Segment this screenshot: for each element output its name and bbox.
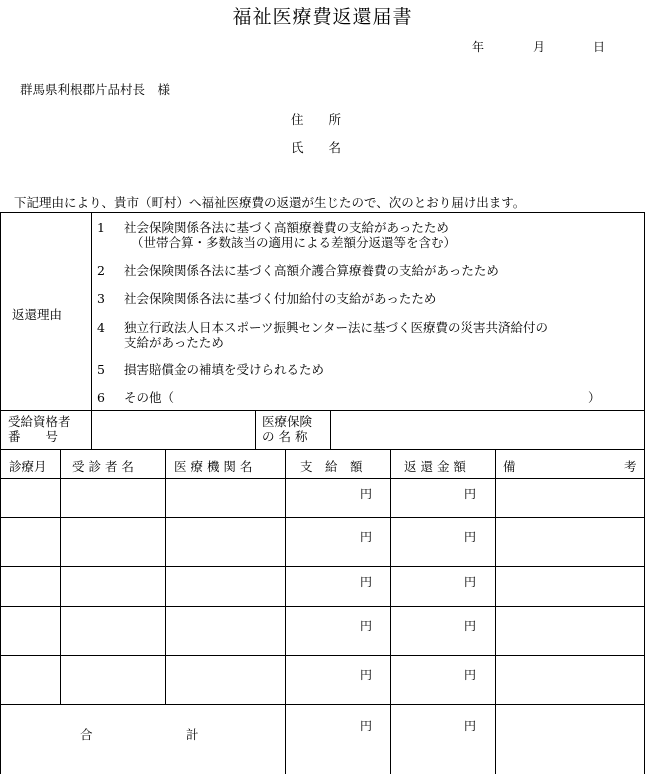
reason-4-text-2: 支給があったため	[124, 335, 224, 350]
detail-table	[0, 449, 645, 774]
col-header-month: 診療月	[9, 459, 47, 474]
intro-text: 下記理由により、貴市（町村）へ福祉医療費の返還が生じたので、次のとおり届け出ます。	[14, 195, 526, 210]
col-header-institution: 医 療 機 関 名	[174, 459, 253, 474]
col-header-refund: 返 還 金 額	[404, 459, 466, 474]
insurance-name-label-2: の 名 称	[262, 429, 308, 444]
yen-refund-5: 円	[464, 668, 477, 682]
name-label: 氏 名	[291, 140, 342, 155]
address-label: 住 所	[291, 112, 342, 127]
reasons-divider	[91, 212, 92, 411]
total-label-1: 合	[80, 727, 93, 742]
row-line-4	[0, 655, 645, 656]
col-header-payment: 支 給 額	[300, 459, 363, 474]
reason-1-text: 社会保険関係各法に基づく高額療養費の支給があったため	[124, 220, 449, 235]
row-line-2	[0, 566, 645, 567]
col-line-1	[60, 449, 61, 704]
col-line-3	[285, 449, 286, 774]
row-line-3	[0, 606, 645, 607]
yen-payment-1: 円	[360, 487, 373, 501]
reason-5-num: 5	[97, 362, 105, 377]
day-label: 日	[593, 40, 606, 54]
reason-2-num: 2	[97, 263, 105, 278]
month-label: 月	[533, 40, 546, 54]
reason-6-num: 6	[97, 390, 105, 405]
reason-1-text-2: （世帯合算・多数該当の適用による差額分返還等を含む）	[131, 235, 457, 250]
insurance-name-field[interactable]	[331, 411, 644, 449]
row-line-5	[0, 704, 645, 705]
col-line-4	[390, 449, 391, 774]
reason-4-num: 4	[97, 320, 105, 335]
col-header-remarks-1: 備	[503, 459, 516, 474]
reason-3-num: 3	[97, 291, 105, 306]
yen-payment-5: 円	[360, 668, 373, 682]
reasons-label: 返還理由	[12, 307, 63, 322]
yen-refund-1: 円	[464, 487, 477, 501]
reason-4-text: 独立行政法人日本スポーツ振興センター法に基づく医療費の災害共済給付の	[124, 320, 549, 335]
col-line-2	[165, 449, 166, 704]
recipient-number-field[interactable]	[92, 411, 254, 449]
yen-refund-total: 円	[464, 719, 477, 733]
yen-payment-4: 円	[360, 619, 373, 633]
header-row-line	[0, 478, 645, 479]
row-line-1	[0, 517, 645, 518]
yen-payment-2: 円	[360, 530, 373, 544]
year-label: 年	[472, 40, 485, 54]
insurance-name-label-1: 医療保険	[262, 414, 313, 429]
recipient-number-label-1: 受給資格者	[8, 414, 71, 429]
yen-payment-total: 円	[360, 719, 373, 733]
col-header-patient: 受 診 者 名	[72, 459, 134, 474]
reason-5-text: 損害賠償金の補填を受けられるため	[124, 362, 325, 377]
reason-3-text: 社会保険関係各法に基づく付加給付の支給があったため	[124, 291, 437, 306]
reason-1-num: 1	[97, 220, 105, 235]
page-title: 福祉医療費返還届書	[232, 6, 413, 28]
reason-6-text: その他（	[124, 390, 175, 405]
yen-refund-3: 円	[464, 575, 477, 589]
recipient-number-label-2: 番 号	[8, 429, 59, 444]
yen-refund-2: 円	[464, 530, 477, 544]
yen-payment-3: 円	[360, 575, 373, 589]
yen-refund-4: 円	[464, 619, 477, 633]
reason-6-close: ）	[588, 390, 601, 405]
addressee: 群馬県利根郡片品村長 様	[20, 82, 171, 97]
info-divider-2	[255, 410, 256, 450]
total-label-2: 計	[186, 727, 199, 742]
col-header-remarks-2: 考	[624, 459, 637, 474]
reason-2-text: 社会保険関係各法に基づく高額介護合算療養費の支給があったため	[124, 263, 499, 278]
col-line-5	[495, 449, 496, 774]
